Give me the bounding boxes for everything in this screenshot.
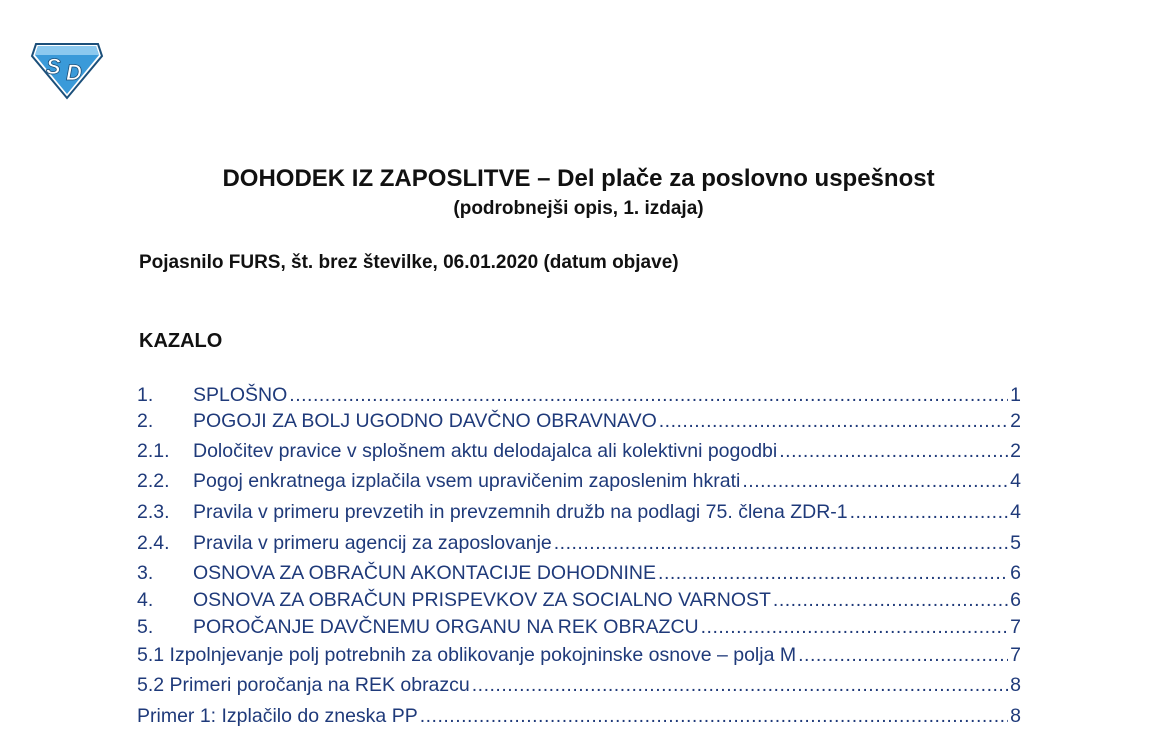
toc-entry-page: 6 xyxy=(1010,589,1021,611)
toc-dot-leader xyxy=(773,589,1008,612)
toc-dot-leader xyxy=(420,705,1008,728)
svg-text:S: S xyxy=(46,54,61,79)
toc-dot-leader xyxy=(554,532,1008,555)
toc-dot-leader xyxy=(779,440,1008,463)
document-subtitle: (podrobnejši opis, 1. izdaja) xyxy=(453,198,704,219)
toc-dot-leader xyxy=(659,410,1008,433)
toc-entry-page: 5 xyxy=(1010,532,1021,554)
toc-entry-title: POROČANJE DAVČNEMU ORGANU NA REK OBRAZCU xyxy=(193,616,699,638)
toc-entry[interactable] xyxy=(137,562,1021,588)
toc-entry-number: 5. xyxy=(137,616,154,638)
toc-entry-page: 4 xyxy=(1010,470,1021,492)
toc-entry-page: 2 xyxy=(1010,410,1021,432)
toc-entry-title: Primer 1: Izplačilo do zneska PP xyxy=(137,705,418,727)
toc-entry-title: 5.1 Izpolnjevanje polj potrebnih za oblikovanje pokojninske osnove – polja M xyxy=(137,644,797,666)
toc-entry-page: 1 xyxy=(1010,384,1021,406)
toc-entry[interactable] xyxy=(137,501,1021,527)
toc-entry-number: 3. xyxy=(137,562,154,584)
toc-entry[interactable] xyxy=(137,384,1021,410)
toc-entry-title: OSNOVA ZA OBRAČUN AKONTACIJE DOHODNINE xyxy=(193,562,657,584)
toc-entry[interactable] xyxy=(137,705,1021,731)
toc-entry-number: 2.2. xyxy=(137,470,170,492)
document-source: Pojasnilo FURS, št. brez številke, 06.01.2020 (datum objave) xyxy=(139,252,679,273)
toc-entry-page: 7 xyxy=(1010,616,1021,638)
toc-entry[interactable] xyxy=(137,440,1021,466)
toc-entry-title: Pravila v primeru prevzetih in prevzemnih družb na podlagi 75. člena ZDR-1 xyxy=(193,501,848,523)
toc-dot-leader xyxy=(289,384,1008,407)
toc-dot-leader xyxy=(742,470,1008,493)
toc-entry-title: Določitev pravice v splošnem aktu delodajalca ali kolektivni pogodbi xyxy=(193,440,778,462)
toc-entry-page: 2 xyxy=(1010,440,1021,462)
toc-entry-title: Pogoj enkratnega izplačila vsem upravičenim zaposlenim hkrati xyxy=(193,470,741,492)
toc-entry-page: 6 xyxy=(1010,562,1021,584)
toc-entry[interactable] xyxy=(137,674,1021,700)
sd-diamond-logo-icon xyxy=(30,40,104,100)
toc-entry-number: 2.1. xyxy=(137,440,170,462)
document-title: DOHODEK IZ ZAPOSLITVE – Del plače za poslovno uspešnost xyxy=(222,165,935,192)
toc-dot-leader xyxy=(798,644,1008,667)
toc-dot-leader xyxy=(472,674,1008,697)
toc-entry-number: 2.3. xyxy=(137,501,170,523)
toc-entry-page: 8 xyxy=(1010,705,1021,727)
toc-entry-page: 7 xyxy=(1010,644,1021,666)
toc-dot-leader xyxy=(658,562,1008,585)
toc-entry-number: 2.4. xyxy=(137,532,170,554)
svg-text:D: D xyxy=(66,60,82,85)
toc-entry-number: 1. xyxy=(137,384,154,406)
toc-entry-title: Pravila v primeru agencij za zaposlovanje xyxy=(193,532,552,554)
toc-dot-leader xyxy=(850,501,1009,524)
toc-entry-page: 4 xyxy=(1010,501,1021,523)
toc-entry[interactable] xyxy=(137,410,1021,436)
toc-heading: KAZALO xyxy=(139,330,223,352)
toc-entry-title: OSNOVA ZA OBRAČUN PRISPEVKOV ZA SOCIALNO VARNOST xyxy=(193,589,771,611)
toc-entry-title: 5.2 Primeri poročanja na REK obrazcu xyxy=(137,674,470,696)
toc-entry-number: 2. xyxy=(137,410,154,432)
toc-entry-page: 8 xyxy=(1010,674,1021,696)
toc-entry[interactable] xyxy=(137,470,1021,496)
toc-entry[interactable] xyxy=(137,532,1021,558)
toc-entry[interactable] xyxy=(137,644,1021,670)
toc-dot-leader xyxy=(701,616,1009,639)
toc-entry-title: POGOJI ZA BOLJ UGODNO DAVČNO OBRAVNAVO xyxy=(193,410,657,432)
toc-entry[interactable] xyxy=(137,589,1021,615)
toc-entry-number: 4. xyxy=(137,589,154,611)
toc-entry-title: SPLOŠNO xyxy=(193,384,288,406)
toc-entry[interactable] xyxy=(137,616,1021,642)
